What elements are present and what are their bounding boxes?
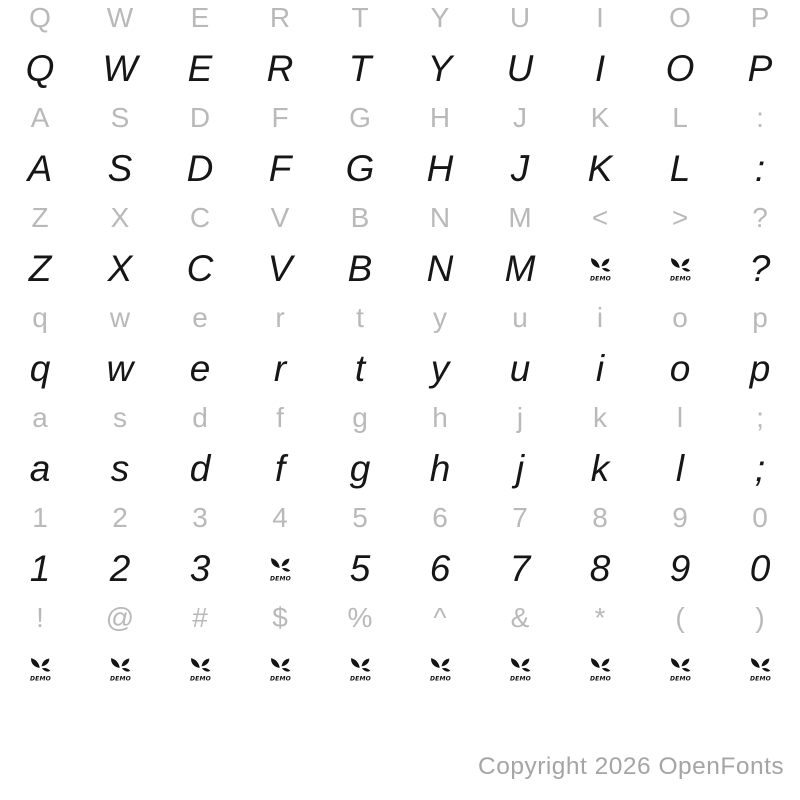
fleuron-splash-icon bbox=[509, 655, 532, 682]
glyph-cell: d bbox=[189, 447, 211, 489]
glyph-cell: r bbox=[273, 347, 287, 389]
glyph-cell: % bbox=[347, 602, 373, 633]
glyph-row-2-specimen bbox=[0, 43, 800, 93]
glyph-cell: ; bbox=[754, 447, 766, 489]
svg-text:DEMO: DEMO bbox=[669, 274, 691, 282]
glyph-cell: ^ bbox=[433, 602, 447, 633]
glyph-row-13-reference bbox=[0, 593, 800, 643]
glyph-cell: C bbox=[189, 202, 211, 233]
glyph-row-10-specimen bbox=[0, 443, 800, 493]
glyph-cell: a bbox=[32, 402, 48, 433]
glyph-cell: ; bbox=[756, 402, 764, 433]
glyph-cell: e bbox=[192, 302, 208, 333]
glyph-row-8-specimen bbox=[0, 343, 800, 393]
fleuron-splash-icon bbox=[589, 655, 612, 682]
glyph-cell: & bbox=[510, 602, 530, 633]
glyph-cell: 7 bbox=[512, 502, 528, 533]
glyph-cell: 5 bbox=[352, 502, 368, 533]
glyph-cell: V bbox=[270, 202, 290, 233]
glyph-cell: M bbox=[504, 247, 536, 289]
glyph-cell: 1 bbox=[32, 502, 48, 533]
glyph-cell: C bbox=[186, 247, 214, 289]
glyph-cell: 9 bbox=[672, 502, 688, 533]
glyph-cell: ( bbox=[675, 602, 685, 633]
glyph-cell: V bbox=[267, 247, 293, 289]
svg-text:DEMO: DEMO bbox=[429, 674, 451, 682]
glyph-cell: K bbox=[590, 102, 610, 133]
glyph-cell: o bbox=[669, 347, 691, 389]
glyph-cell: D bbox=[186, 147, 214, 189]
glyph-cell: 8 bbox=[592, 502, 608, 533]
glyph-cell: w bbox=[109, 302, 131, 333]
fleuron-splash-icon bbox=[189, 655, 212, 682]
demo-placeholder-glyph bbox=[669, 255, 692, 282]
demo-placeholder-glyph bbox=[509, 655, 532, 682]
glyph-cell: p bbox=[749, 347, 771, 389]
glyph-cell: F bbox=[271, 102, 289, 133]
glyph-cell: 4 bbox=[272, 502, 288, 533]
glyph-cell: : bbox=[756, 102, 764, 133]
glyph-cell: 2 bbox=[112, 502, 128, 533]
demo-placeholder-glyph bbox=[749, 655, 772, 682]
glyph-cell: F bbox=[268, 147, 292, 189]
glyph-row-11-reference bbox=[0, 493, 800, 543]
demo-placeholder-glyph bbox=[589, 255, 612, 282]
glyph-cell: i bbox=[596, 302, 604, 333]
glyph-cell: 6 bbox=[429, 547, 451, 589]
svg-text:DEMO: DEMO bbox=[669, 674, 691, 682]
fleuron-splash-icon bbox=[669, 255, 692, 282]
glyph-cell: r bbox=[275, 302, 285, 333]
glyph-cell: * bbox=[594, 602, 606, 633]
glyph-cell: q bbox=[32, 302, 48, 333]
glyph-cell: k bbox=[590, 447, 610, 489]
fleuron-splash-icon bbox=[749, 655, 772, 682]
glyph-cell: l bbox=[676, 402, 684, 433]
glyph-cell: O bbox=[669, 2, 691, 33]
demo-placeholder-glyph bbox=[269, 655, 292, 682]
svg-text:DEMO: DEMO bbox=[109, 674, 131, 682]
fleuron-splash-icon bbox=[349, 655, 372, 682]
glyph-cell: 7 bbox=[509, 547, 531, 589]
glyph-cell: R bbox=[269, 2, 291, 33]
glyph-cell: G bbox=[349, 102, 371, 133]
glyph-cell: ) bbox=[755, 602, 765, 633]
glyph-cell: Z bbox=[28, 247, 52, 289]
glyph-cell: T bbox=[348, 47, 372, 89]
glyph-cell: 0 bbox=[749, 547, 771, 589]
glyph-cell: h bbox=[429, 447, 451, 489]
glyph-cell: o bbox=[672, 302, 688, 333]
glyph-cell: Y bbox=[427, 47, 453, 89]
demo-placeholder-glyph bbox=[269, 555, 292, 582]
glyph-row-9-reference bbox=[0, 393, 800, 443]
fleuron-splash-icon bbox=[109, 655, 132, 682]
glyph-cell: f bbox=[274, 447, 286, 489]
glyph-cell: @ bbox=[105, 602, 135, 633]
glyph-cell: a bbox=[29, 447, 51, 489]
glyph-cell: S bbox=[110, 102, 130, 133]
glyph-cell: 9 bbox=[669, 547, 691, 589]
fleuron-splash-icon bbox=[269, 655, 292, 682]
glyph-cell: j bbox=[515, 447, 525, 489]
glyph-cell: s bbox=[110, 447, 130, 489]
glyph-row-1-reference bbox=[0, 0, 800, 43]
glyph-cell: 2 bbox=[109, 547, 131, 589]
glyph-cell: Y bbox=[430, 2, 450, 33]
demo-placeholder-glyph bbox=[429, 655, 452, 682]
glyph-cell: w bbox=[106, 347, 134, 389]
glyph-cell: N bbox=[426, 247, 454, 289]
fleuron-splash-icon bbox=[29, 655, 52, 682]
glyph-cell: L bbox=[669, 147, 691, 189]
fleuron-splash-icon bbox=[269, 555, 292, 582]
glyph-cell: D bbox=[189, 102, 211, 133]
glyph-cell: # bbox=[192, 602, 208, 633]
glyph-cell: U bbox=[506, 47, 534, 89]
demo-placeholder-glyph bbox=[349, 655, 372, 682]
fleuron-splash-icon bbox=[589, 255, 612, 282]
glyph-cell: g bbox=[352, 402, 368, 433]
glyph-row-7-reference bbox=[0, 293, 800, 343]
glyph-cell: y bbox=[430, 347, 450, 389]
svg-text:DEMO: DEMO bbox=[269, 674, 291, 682]
glyph-cell: M bbox=[508, 202, 532, 233]
svg-text:DEMO: DEMO bbox=[589, 274, 611, 282]
glyph-cell: p bbox=[752, 302, 768, 333]
glyph-cell: 3 bbox=[192, 502, 208, 533]
glyph-cell: S bbox=[107, 147, 133, 189]
glyph-cell: H bbox=[429, 102, 451, 133]
glyph-cell: q bbox=[29, 347, 51, 389]
glyph-cell: X bbox=[107, 247, 133, 289]
glyph-cell: g bbox=[349, 447, 371, 489]
glyph-cell: U bbox=[509, 2, 531, 33]
glyph-cell: Z bbox=[31, 202, 49, 233]
glyph-cell: j bbox=[516, 402, 524, 433]
glyph-cell: X bbox=[110, 202, 130, 233]
svg-text:DEMO: DEMO bbox=[509, 674, 531, 682]
glyph-cell: B bbox=[347, 247, 373, 289]
glyph-row-3-reference bbox=[0, 93, 800, 143]
glyph-cell: 8 bbox=[589, 547, 611, 589]
svg-text:DEMO: DEMO bbox=[749, 674, 771, 682]
glyph-row-14-specimen bbox=[0, 643, 800, 693]
glyph-cell: 3 bbox=[189, 547, 211, 589]
glyph-cell: T bbox=[351, 2, 369, 33]
svg-text:DEMO: DEMO bbox=[269, 574, 291, 582]
glyph-cell: d bbox=[192, 402, 208, 433]
glyph-cell: R bbox=[266, 47, 294, 89]
glyph-cell: y bbox=[433, 302, 447, 333]
glyph-cell: E bbox=[190, 2, 210, 33]
glyph-cell: : bbox=[754, 147, 766, 189]
glyph-row-4-specimen bbox=[0, 143, 800, 193]
glyph-cell: W bbox=[106, 2, 134, 33]
glyph-cell: 5 bbox=[349, 547, 371, 589]
glyph-cell: l bbox=[675, 447, 685, 489]
glyph-cell: J bbox=[513, 102, 527, 133]
glyph-cell: N bbox=[429, 202, 451, 233]
demo-placeholder-glyph bbox=[669, 655, 692, 682]
demo-placeholder-glyph bbox=[109, 655, 132, 682]
glyph-cell: h bbox=[432, 402, 448, 433]
svg-text:DEMO: DEMO bbox=[189, 674, 211, 682]
glyph-cell: $ bbox=[272, 602, 288, 633]
svg-text:DEMO: DEMO bbox=[349, 674, 371, 682]
glyph-cell: e bbox=[189, 347, 211, 389]
glyph-cell: i bbox=[595, 347, 605, 389]
glyph-row-12-specimen bbox=[0, 543, 800, 593]
demo-placeholder-glyph bbox=[189, 655, 212, 682]
glyph-row-6-specimen bbox=[0, 243, 800, 293]
glyph-cell: L bbox=[672, 102, 688, 133]
fleuron-splash-icon bbox=[429, 655, 452, 682]
glyph-cell: 1 bbox=[29, 547, 51, 589]
glyph-cell: A bbox=[27, 147, 53, 189]
glyph-cell: K bbox=[587, 147, 613, 189]
glyph-cell: s bbox=[113, 402, 127, 433]
glyph-cell: 6 bbox=[432, 502, 448, 533]
glyph-cell: k bbox=[593, 402, 607, 433]
glyph-cell: > bbox=[671, 202, 689, 233]
glyph-cell: < bbox=[591, 202, 609, 233]
glyph-cell: I bbox=[594, 47, 606, 89]
glyph-cell: A bbox=[30, 102, 50, 133]
glyph-cell: P bbox=[747, 47, 773, 89]
glyph-cell: 0 bbox=[752, 502, 768, 533]
glyph-cell: G bbox=[345, 147, 375, 189]
copyright-text: Copyright 2026 OpenFonts bbox=[478, 753, 785, 780]
demo-placeholder-glyph bbox=[29, 655, 52, 682]
glyph-cell: H bbox=[426, 147, 454, 189]
glyph-cell: B bbox=[350, 202, 370, 233]
glyph-cell: ? bbox=[752, 202, 768, 233]
glyph-cell: t bbox=[354, 347, 366, 389]
glyph-cell: P bbox=[750, 2, 770, 33]
glyph-cell: J bbox=[510, 147, 530, 189]
fleuron-splash-icon bbox=[669, 655, 692, 682]
glyph-cell: t bbox=[356, 302, 364, 333]
demo-placeholder-glyph bbox=[589, 655, 612, 682]
glyph-cell: u bbox=[512, 302, 528, 333]
glyph-cell: Q bbox=[29, 2, 51, 33]
glyph-cell: Q bbox=[25, 47, 55, 89]
glyph-cell: W bbox=[102, 47, 138, 89]
glyph-cell: I bbox=[596, 2, 604, 33]
glyph-cell: u bbox=[509, 347, 531, 389]
svg-text:DEMO: DEMO bbox=[29, 674, 51, 682]
glyph-cell: ! bbox=[36, 602, 44, 633]
glyph-cell: E bbox=[187, 47, 213, 89]
glyph-cell: f bbox=[276, 402, 284, 433]
glyph-row-5-reference bbox=[0, 193, 800, 243]
glyph-cell: ? bbox=[749, 247, 771, 289]
glyph-cell: O bbox=[665, 47, 695, 89]
svg-text:DEMO: DEMO bbox=[589, 674, 611, 682]
